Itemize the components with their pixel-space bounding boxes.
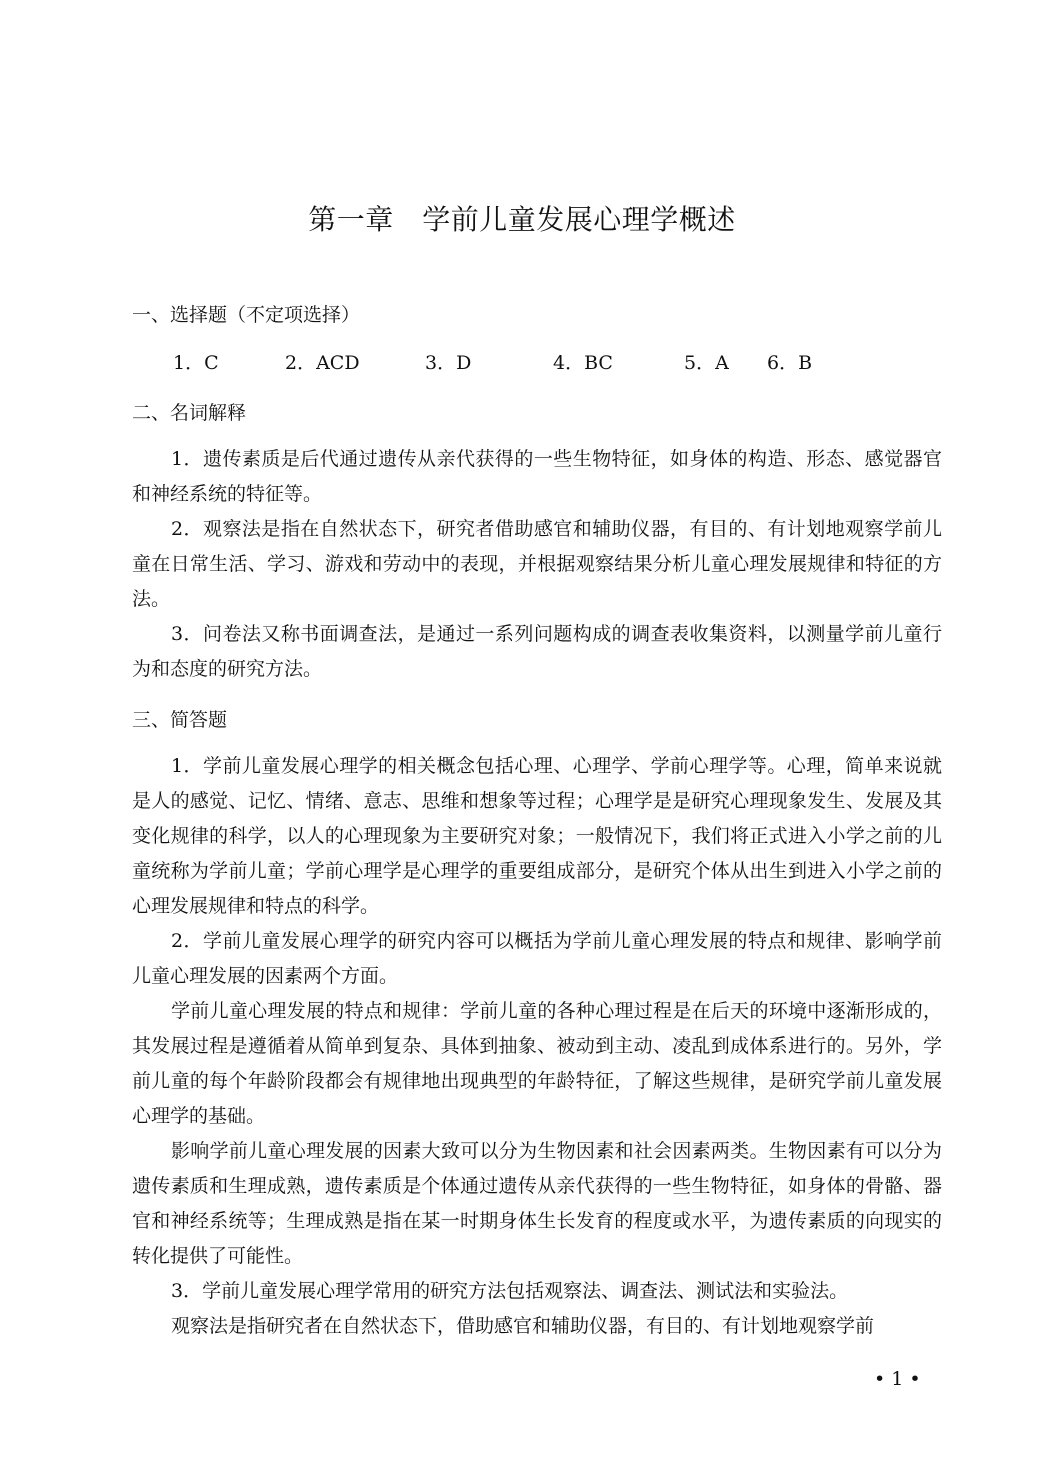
section-heading-short-answer: 三、简答题	[132, 709, 228, 731]
answer-item: 4．BC	[553, 352, 613, 374]
paragraph: 3．学前儿童发展心理学常用的研究方法包括观察法、调查法、测试法和实验法。	[171, 1280, 849, 1302]
answer-list	[173, 348, 873, 376]
answer-item: 3．D	[425, 352, 472, 374]
answer-item: 5．A	[684, 352, 729, 374]
answer-item: 1．C	[173, 352, 219, 374]
answer-item: 2．ACD	[285, 352, 360, 374]
section-heading-multiple-choice: 一、选择题（不定项选择）	[132, 304, 361, 326]
paragraph: 1．遗传素质是后代通过遗传从亲代获得的一些生物特征，如身体的构造、形态、感觉器官和神经系统的特征等。	[132, 448, 942, 505]
paragraph: 学前儿童心理发展的特点和规律：学前儿童的各种心理过程是在后天的环境中逐渐形成的，其发展过程是遵循着从简单到复杂、具体到抽象、被动到主动、凌乱到成体系进行的。另外，学前儿童的每个年龄阶段都会有规律地出现典型的年龄特征，了解这些规律，是研究学前儿童发展心理学的基础。	[132, 1000, 942, 1127]
paragraph: 影响学前儿童心理发展的因素大致可以分为生物因素和社会因素两类。生物因素有可以分为遗传素质和生理成熟，遗传素质是个体通过遗传从亲代获得的一些生物特征，如身体的骨骼、器官和神经系统等；生理成熟是指在某一时期身体生长发育的程度或水平，为遗传素质的向现实的转化提供了可能性。	[132, 1140, 942, 1267]
paragraph: 1．学前儿童发展心理学的相关概念包括心理、心理学、学前心理学等。心理，简单来说就是人的感觉、记忆、情绪、意志、思维和想象等过程；心理学是是研究心理现象发生、发展及其变化规律的科学，以人的心理现象为主要研究对象；一般情况下，我们将正式进入小学之前的儿童统称为学前儿童；学前心理学是心理学的重要组成部分，是研究个体从出生到进入小学之前的心理发展规律和特点的科学。	[132, 755, 942, 917]
answer-item: 6．B	[767, 352, 813, 374]
paragraph: 2．学前儿童发展心理学的研究内容可以概括为学前儿童心理发展的特点和规律、影响学前儿童心理发展的因素两个方面。	[132, 930, 942, 987]
paragraph: 2．观察法是指在自然状态下，研究者借助感官和辅助仪器，有目的、有计划地观察学前儿童在日常生活、学习、游戏和劳动中的表现，并根据观察结果分析儿童心理发展规律和特征的方法。	[132, 518, 942, 610]
section-heading-term-explanation: 二、名词解释	[132, 402, 247, 424]
page-number: • 1 •	[874, 1368, 921, 1390]
paragraph: 观察法是指研究者在自然状态下，借助感官和辅助仪器，有目的、有计划地观察学前	[171, 1315, 875, 1337]
paragraph: 3．问卷法又称书面调查法，是通过一系列问题构成的调查表收集资料，以测量学前儿童行为和态度的研究方法。	[132, 623, 942, 680]
chapter-title: 第一章 学前儿童发展心理学概述	[308, 203, 736, 236]
